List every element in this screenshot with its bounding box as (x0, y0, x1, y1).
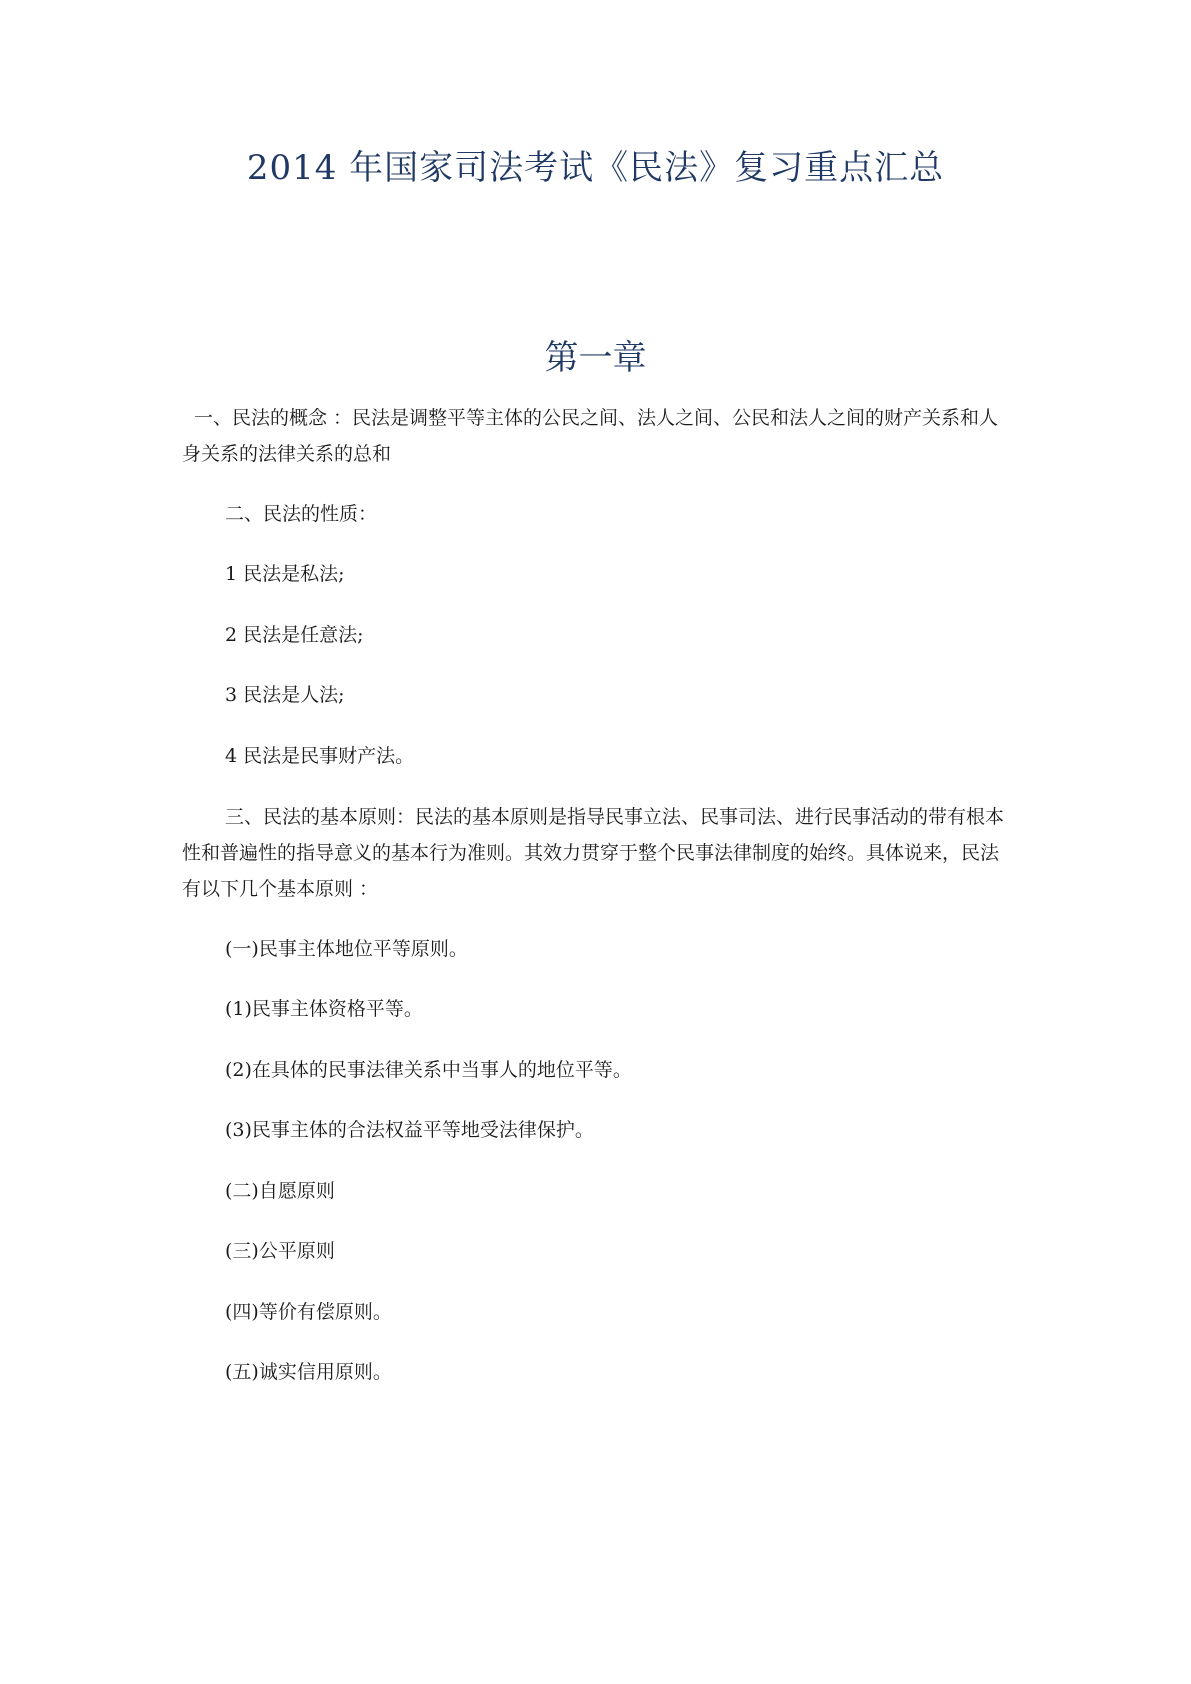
list-item-sub-1: (1)民事主体资格平等。 (225, 998, 423, 1020)
list-item-principle-voluntary: (二)自愿原则 (225, 1180, 335, 1202)
chapter-heading: 第一章 (544, 338, 647, 378)
list-item-principle-good-faith: (五)诚实信用原则。 (225, 1361, 392, 1383)
list-item-nature-3: 3 民法是人法; (225, 684, 345, 706)
list-item-nature-4: 4 民法是民事财产法。 (225, 745, 415, 767)
list-item-nature-1: 1 民法是私法; (225, 563, 345, 585)
list-item-sub-2: (2)在具体的民事法律关系中当事人的地位平等。 (225, 1059, 632, 1081)
list-item-nature-2: 2 民法是任意法; (225, 624, 364, 646)
list-item-principle-equality: (一)民事主体地位平等原则。 (225, 938, 468, 960)
document-title: 2014 年国家司法考试《民法》复习重点汇总 (246, 148, 945, 188)
list-item-principle-fairness: (三)公平原则 (225, 1240, 335, 1262)
paragraph-civil-law-nature: 二、民法的性质： (225, 503, 378, 525)
paragraph-civil-law-concept: 一、民法的概念 ：民法是调整平等主体的公民之间、法人之间、公民和法人之间的财产关系和人身关系的法律关系的总和 (182, 407, 999, 465)
list-item-principle-equivalence: (四)等价有偿原则。 (225, 1301, 392, 1323)
paragraph-basic-principles: 三、民法的基本原则：民法的基本原则是指导民事立法、民事司法、进行民事活动的带有根本性和普遍性的指导意义的基本行为准则。其效力贯穿于整个民事法律制度的始终。具体说来，民法有以下几个基本原则 ： (182, 806, 1005, 900)
list-item-sub-3: (3)民事主体的合法权益平等地受法律保护。 (225, 1119, 594, 1141)
